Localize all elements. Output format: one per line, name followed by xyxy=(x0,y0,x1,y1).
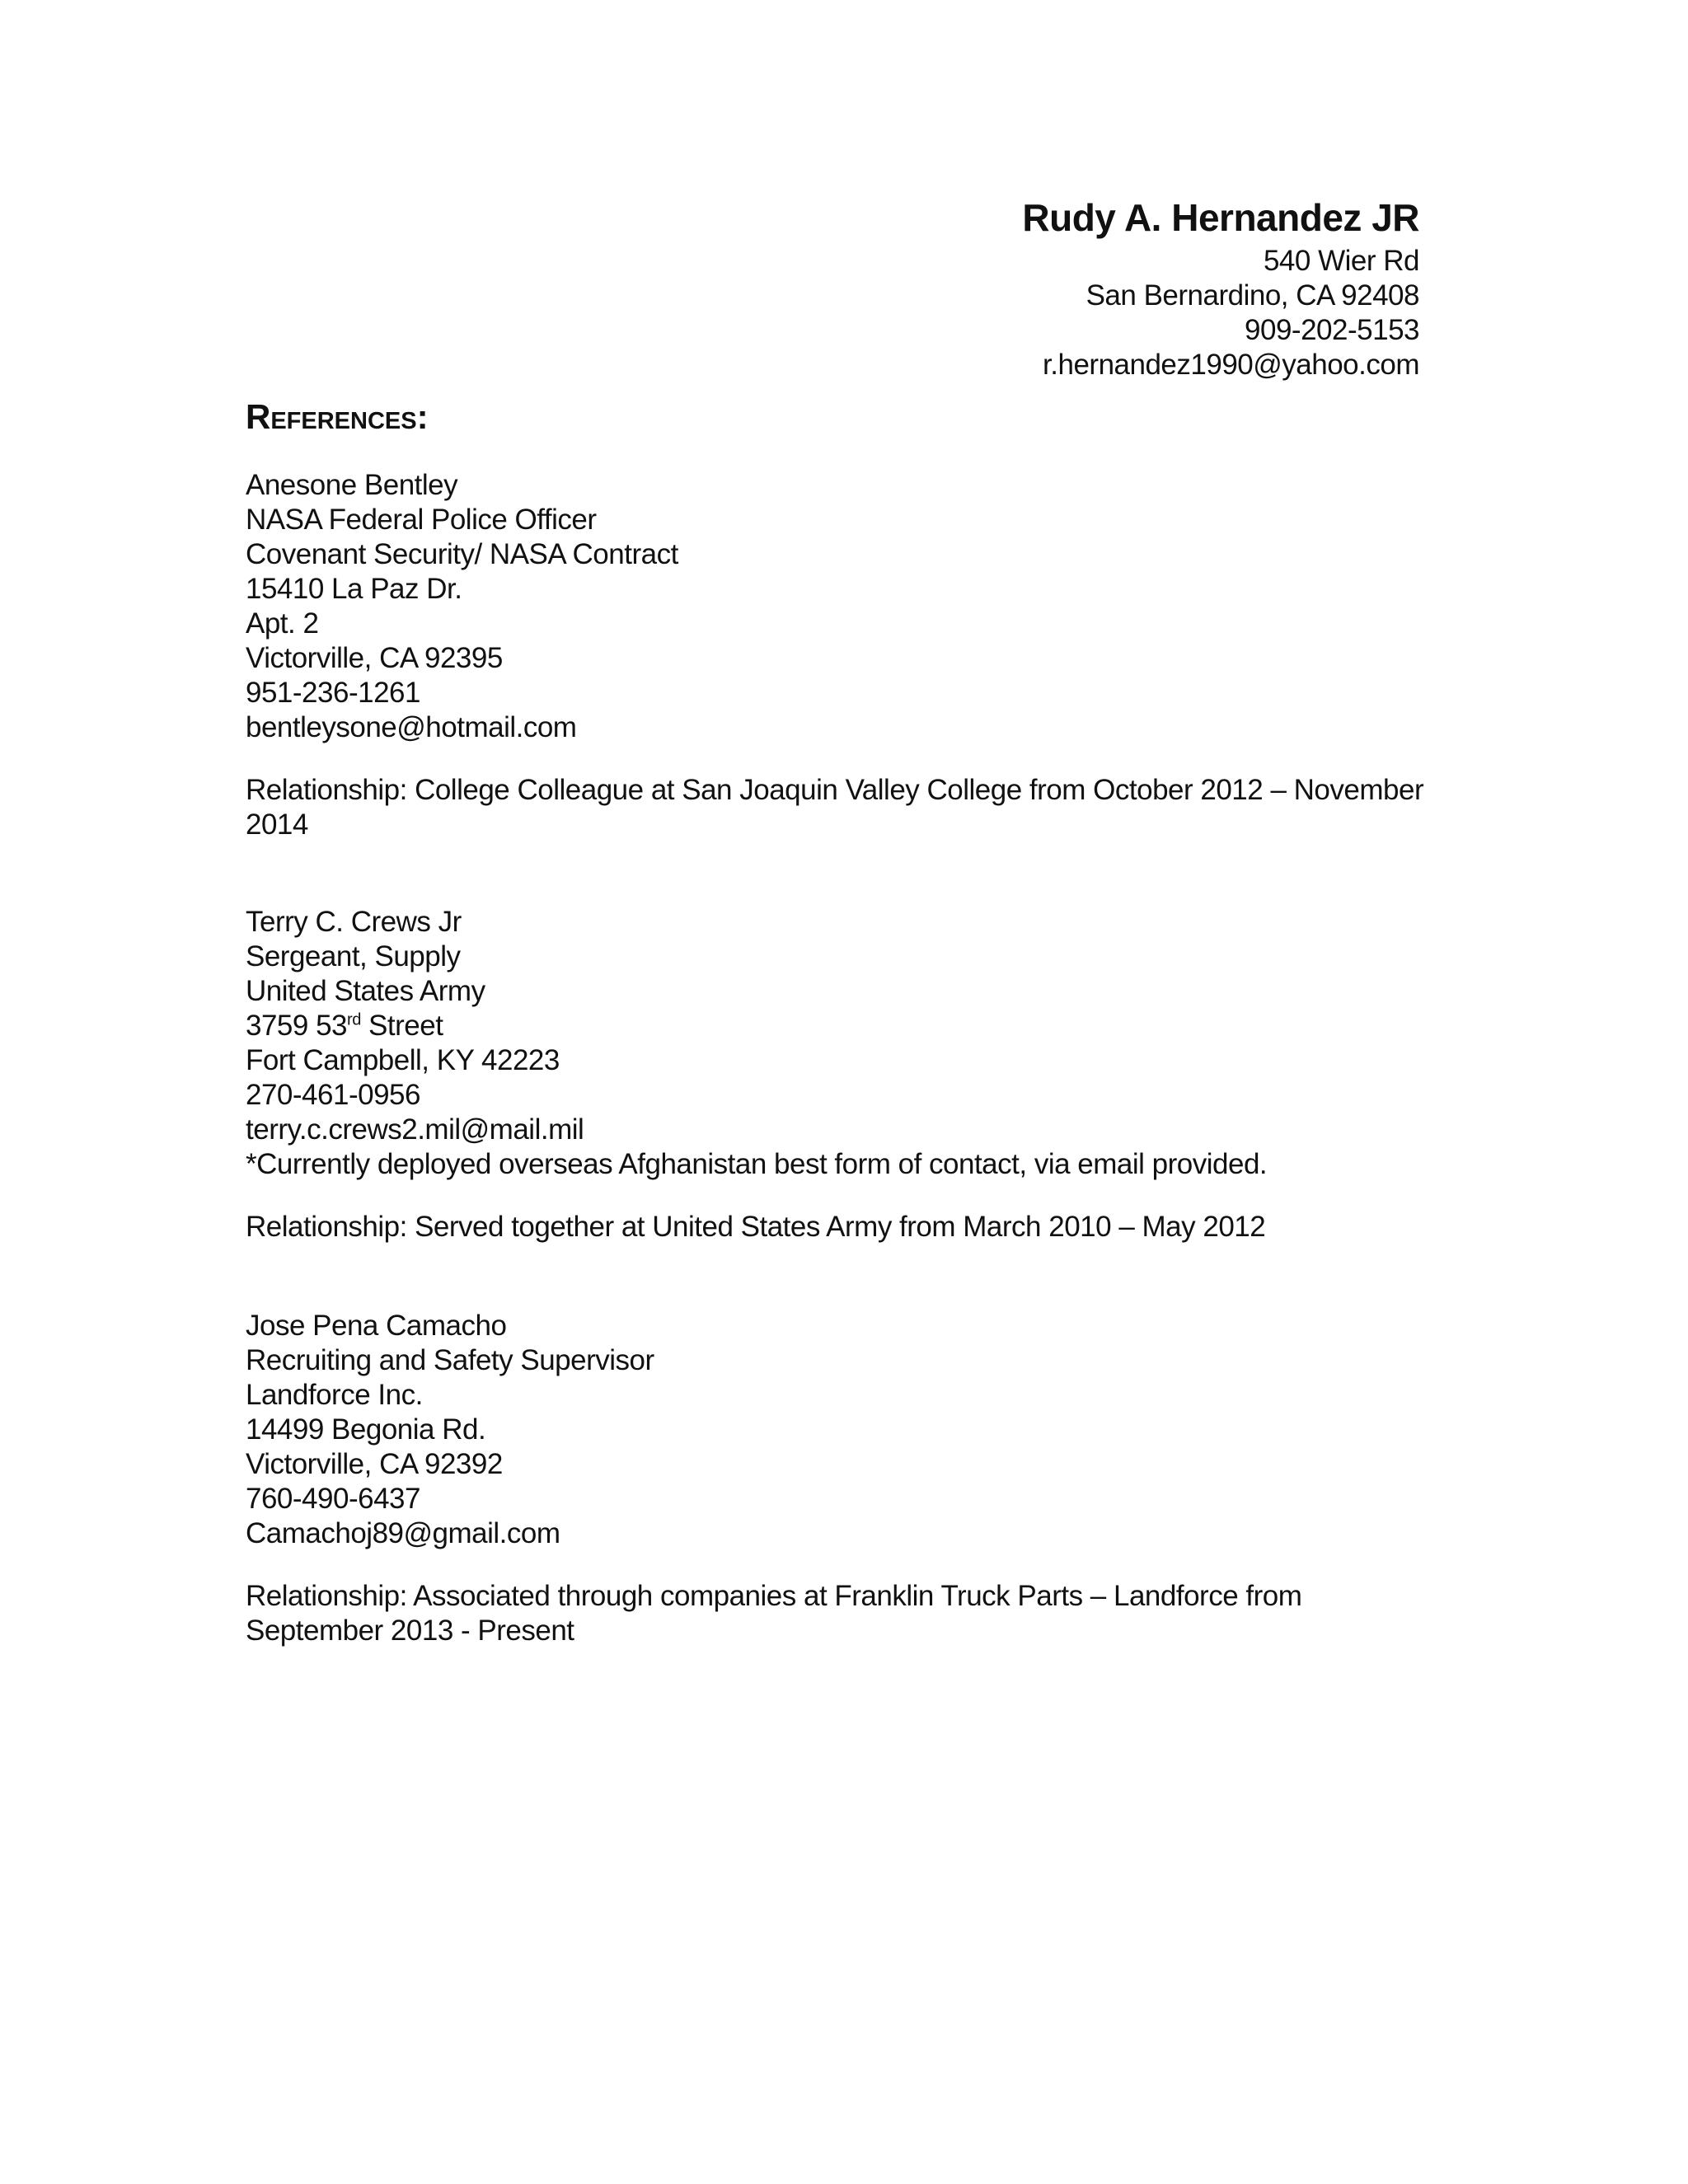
email-address: r.hernandez1990@yahoo.com xyxy=(1043,349,1419,381)
reference-unit: Apt. 2 xyxy=(246,607,319,640)
reference-entry-1 xyxy=(246,468,1432,842)
reference-city-state-zip: Victorville, CA 92392 xyxy=(246,1448,503,1480)
reference-organization: United States Army xyxy=(246,975,485,1007)
reference-title: NASA Federal Police Officer xyxy=(246,504,597,536)
reference-phone: 760-490-6437 xyxy=(246,1483,420,1515)
applicant-name: Rudy A. Hernandez JR xyxy=(1022,196,1419,239)
reference-email: bentleysone@hotmail.com xyxy=(246,711,577,743)
reference-entry-2 xyxy=(246,905,1432,1244)
reference-relationship: Relationship: Served together at United States Army from March 2010 – May 2012 xyxy=(246,1211,1266,1243)
reference-title: Recruiting and Safety Supervisor xyxy=(246,1344,654,1376)
reference-city-state-zip: Victorville, CA 92395 xyxy=(246,642,503,674)
reference-note: *Currently deployed overseas Afghanistan best form of contact, via email provided. xyxy=(246,1148,1268,1180)
reference-street: 14499 Begonia Rd. xyxy=(246,1413,486,1446)
contact-header xyxy=(1022,191,1419,382)
reference-name: Terry C. Crews Jr xyxy=(246,906,462,938)
reference-entry-3 xyxy=(246,1309,1432,1648)
address-line-1: 540 Wier Rd xyxy=(1263,245,1419,277)
reference-email: terry.c.crews2.mil@mail.mil xyxy=(246,1113,584,1146)
street-number: 3759 53 xyxy=(246,1010,348,1042)
reference-phone: 270-461-0956 xyxy=(246,1079,420,1111)
address-line-2: San Bernardino, CA 92408 xyxy=(1085,279,1419,312)
street-name: Street xyxy=(360,1010,443,1042)
reference-city-state-zip: Fort Campbell, KY 42223 xyxy=(246,1044,560,1076)
reference-relationship: Relationship: Associated through companies at Franklin Truck Parts – Landforce from September 2013 - Present xyxy=(246,1580,1302,1647)
street-ordinal-suffix: rd xyxy=(347,1010,361,1029)
reference-title: Sergeant, Supply xyxy=(246,940,461,972)
section-heading xyxy=(246,394,429,440)
section-heading-text: References: xyxy=(246,397,429,436)
reference-relationship: Relationship: College Colleague at San Joaquin Valley College from October 2012 – November 2014 xyxy=(246,774,1424,841)
reference-street: 15410 La Paz Dr. xyxy=(246,573,462,605)
reference-email: Camachoj89@gmail.com xyxy=(246,1517,560,1549)
reference-organization: Covenant Security/ NASA Contract xyxy=(246,538,678,570)
reference-street xyxy=(246,1009,1432,1043)
phone-number: 909-202-5153 xyxy=(1245,314,1419,346)
reference-name: Anesone Bentley xyxy=(246,469,458,501)
reference-phone: 951-236-1261 xyxy=(246,677,420,709)
reference-name: Jose Pena Camacho xyxy=(246,1310,507,1342)
reference-organization: Landforce Inc. xyxy=(246,1379,423,1411)
